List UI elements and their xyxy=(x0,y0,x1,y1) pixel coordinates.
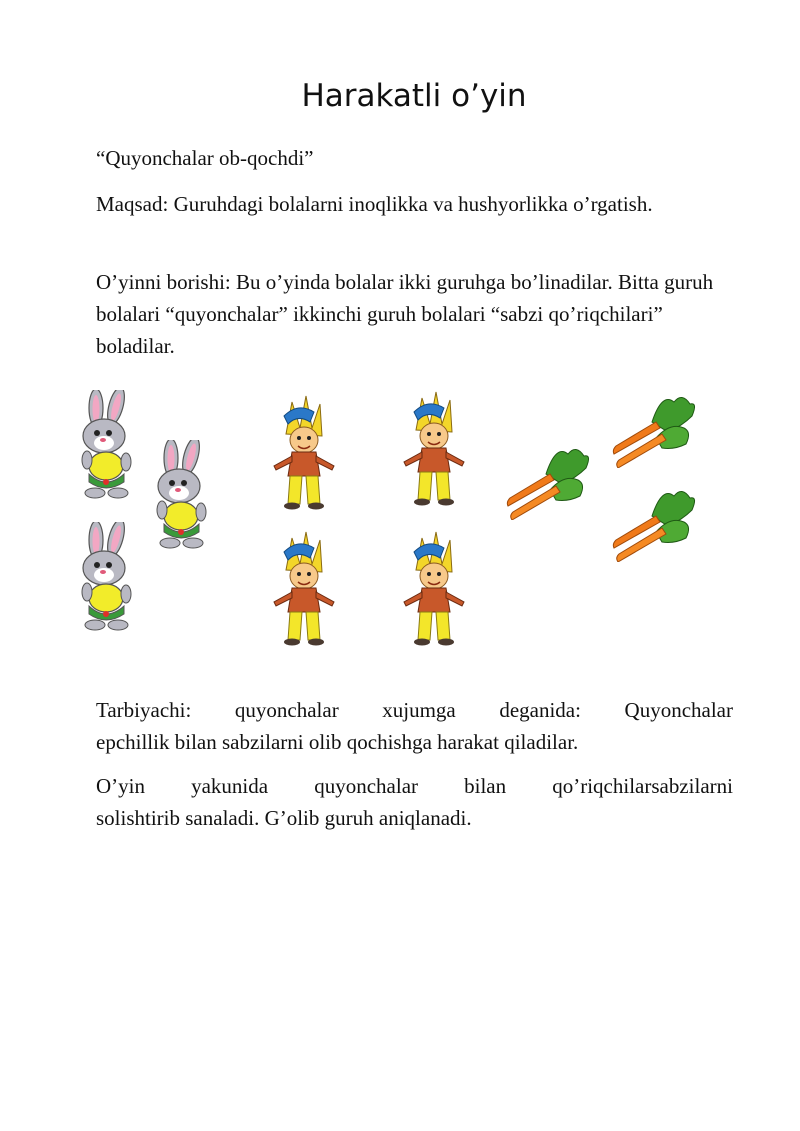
goal-paragraph: Maqsad: Guruhdagi bolalarni inoqlikka va hushyorlikka o’rgatish. xyxy=(96,192,653,216)
game-name: “Quyonchalar ob-qochdi” xyxy=(96,146,314,170)
rabbit-icon xyxy=(145,440,217,552)
guard-icon xyxy=(400,530,468,646)
ending-line-1: O’yin yakunida quyonchalar bilan qo’riqchilarsabzilarni xyxy=(96,774,733,798)
teacher-line-1: Tarbiyachi: quyonchalar xujumga deganida: Quyonchalar xyxy=(96,698,733,722)
rabbit-icon xyxy=(70,390,142,502)
rabbit-icon xyxy=(70,522,142,634)
carrot-icon xyxy=(612,486,698,562)
carrot-icon xyxy=(506,444,592,520)
process-paragraph: O’yinni borishi: Bu o’yinda bolalar ikki guruhga bo’linadilar. Bitta guruh bolalari “quyonchalar” ikkinchi guruh bolalari “sabzi qo’riqchilari” boladilar. xyxy=(96,270,714,358)
guard-icon xyxy=(400,390,468,506)
teacher-line-2: epchillik bilan sabzilarni olib qochishga harakat qiladilar. xyxy=(96,730,579,754)
ending-paragraph xyxy=(96,770,733,834)
carrot-icon xyxy=(612,392,698,468)
teacher-paragraph xyxy=(96,694,733,758)
ending-line-2: solishtirib sanaladi. G’olib guruh aniqlanadi. xyxy=(96,806,472,830)
guard-icon xyxy=(270,394,338,510)
page-title: Harakatli o’yin xyxy=(301,78,527,114)
guard-icon xyxy=(270,530,338,646)
